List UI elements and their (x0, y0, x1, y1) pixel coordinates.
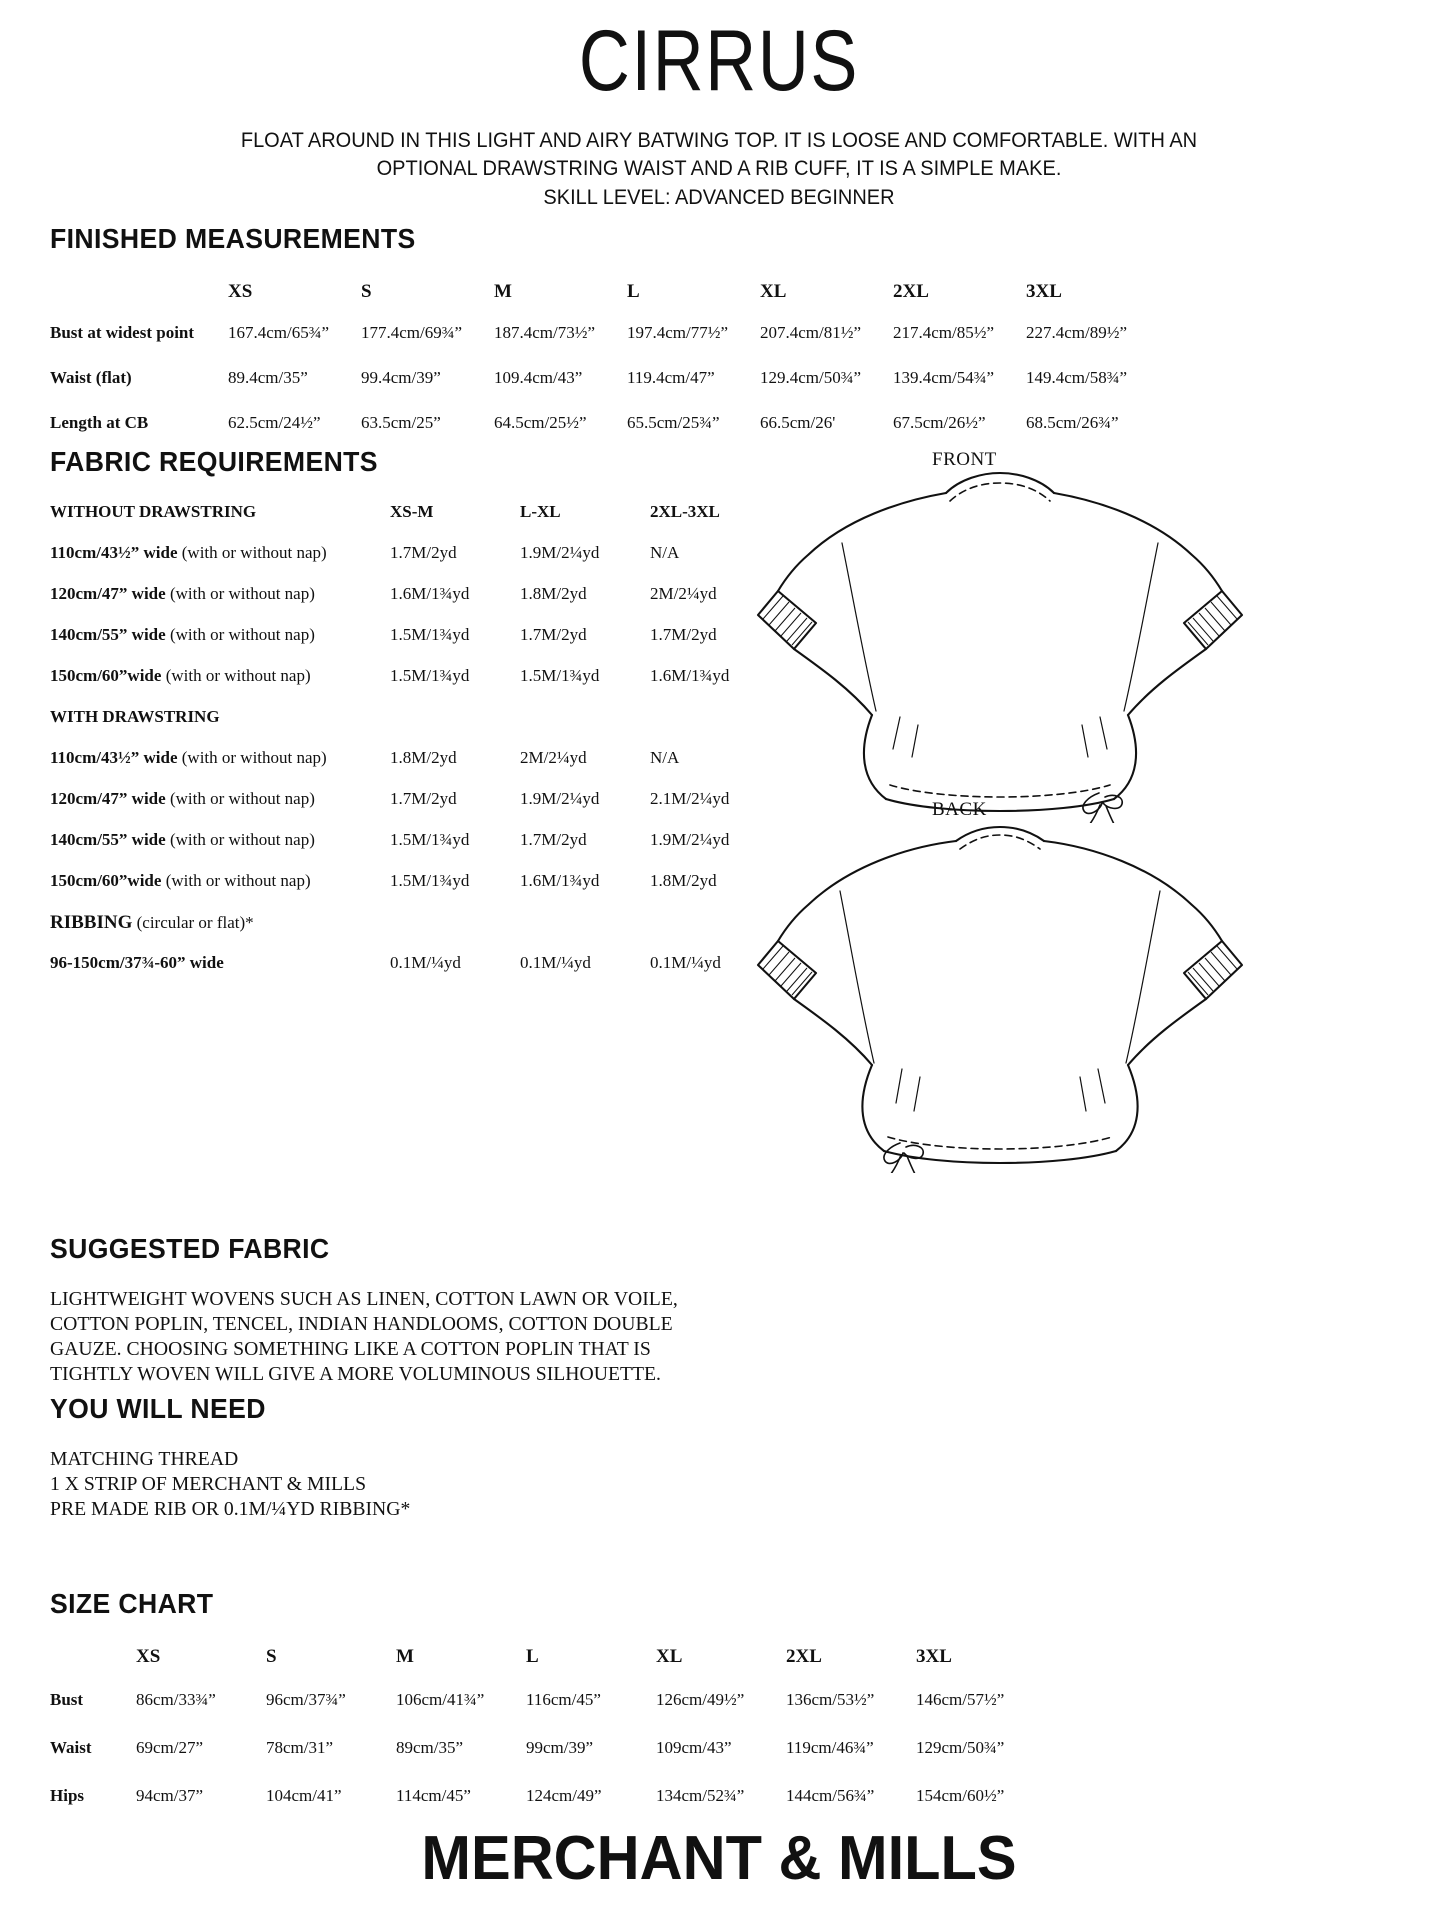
cell-140-nodraw-lxl: 1.7M/2yd (520, 625, 587, 644)
table-row (50, 953, 780, 994)
sc-cell-bust-3xl: 146cm/57½” (916, 1690, 1005, 1709)
sc-cell-bust-xl: 126cm/49½” (656, 1690, 745, 1709)
suggested-fabric-heading: SUGGESTED FABRIC (50, 1233, 330, 1264)
col-head-2xl-3xl: 2XL-3XL (650, 502, 720, 521)
cell-150-nodraw-2xl3xl: 1.6M/1¾yd (650, 666, 730, 685)
sc-cell-waist-xs: 69cm/27” (136, 1738, 204, 1757)
group-header-with-drawstring (50, 707, 780, 748)
you-will-need-section (50, 1393, 750, 1522)
table-row (50, 830, 780, 871)
label-bold: 120cm/47” wide (50, 789, 166, 808)
suggested-fabric-line-3: GAUZE. CHOOSING SOMETHING LIKE A COTTON POPLIN THAT IS (50, 1338, 651, 1360)
front-view-illustration (750, 463, 1250, 823)
cell-120-nodraw-xsm: 1.6M/1¾yd (390, 584, 470, 603)
group-title-without-drawstring: WITHOUT DRAWSTRING (50, 502, 257, 521)
cell-waist-l: 119.4cm/47” (627, 368, 715, 387)
cell-150-draw-xsm: 1.5M/1¾yd (390, 871, 470, 890)
cell-ribbing-lxl: 0.1M/¼yd (520, 953, 591, 972)
sc-cell-hips-2xl: 144cm/56¾” (786, 1786, 875, 1805)
table-row (50, 871, 780, 912)
you-will-need-heading: YOU WILL NEED (50, 1393, 266, 1424)
label-bold: 150cm/60”wide (50, 666, 162, 685)
size-chart-table (50, 1646, 1046, 1834)
fabric-requirements-heading: FABRIC REQUIREMENTS (50, 446, 378, 477)
cell-110-draw-2xl3xl: N/A (650, 748, 680, 767)
cell-110-draw-xsm: 1.8M/2yd (390, 748, 457, 767)
suggested-fabric-line-1: LIGHTWEIGHT WOVENS SUCH AS LINEN, COTTON LAWN OR VOILE, (50, 1288, 678, 1310)
row-label-110-draw (50, 748, 390, 789)
cell-bust-l: 197.4cm/77½” (627, 323, 729, 342)
cell-bust-s: 177.4cm/69¾” (361, 323, 463, 342)
label-rest: (with or without nap) (177, 748, 327, 767)
col-head-2xl: 2XL (893, 281, 929, 302)
fabric-requirements-table (50, 502, 780, 994)
col-head-l-xl: L-XL (520, 502, 561, 521)
sc-cell-waist-2xl: 119cm/46¾” (786, 1738, 874, 1757)
label-rest: (with or without nap) (165, 625, 315, 644)
cell-ribbing-2xl3xl: 0.1M/¼yd (650, 953, 721, 972)
description-line-1: FLOAT AROUND IN THIS LIGHT AND AIRY BATWING TOP. IT IS LOOSE AND COMFORTABLE. WITH AN (240, 128, 1198, 152)
pattern-info-sheet (0, 13, 1438, 1916)
cell-120-nodraw-2xl3xl: 2M/2¼yd (650, 584, 717, 603)
front-view-label: FRONT (932, 449, 997, 470)
table-row (50, 368, 1159, 413)
finished-measurements-table (50, 281, 1159, 458)
cell-bust-xl: 207.4cm/81½” (760, 323, 862, 342)
finished-measurements-section (50, 223, 1159, 458)
table-header-row (50, 281, 1159, 323)
cell-bust-2xl: 217.4cm/85½” (893, 323, 995, 342)
label-rest: (with or without nap) (177, 543, 327, 562)
sc-cell-hips-xl: 134cm/52¾” (656, 1786, 745, 1805)
cell-length-2xl: 67.5cm/26½” (893, 413, 986, 432)
sc-cell-waist-3xl: 129cm/50¾” (916, 1738, 1005, 1757)
you-will-need-line-3: PRE MADE RIB OR 0.1M/¼YD RIBBING* (50, 1498, 411, 1520)
you-will-need-line-1: MATCHING THREAD (50, 1448, 239, 1470)
sc-row-label-bust: Bust (50, 1690, 84, 1709)
you-will-need-line-2: 1 X STRIP OF MERCHANT & MILLS (50, 1473, 367, 1495)
row-label-120-nodraw (50, 584, 390, 625)
cell-length-xl: 66.5cm/26' (760, 413, 836, 432)
cell-150-draw-2xl3xl: 1.8M/2yd (650, 871, 717, 890)
description-line-3: SKILL LEVEL: ADVANCED BEGINNER (543, 184, 895, 209)
table-row (50, 666, 780, 707)
label-rest: (with or without nap) (165, 830, 315, 849)
description-line-2: OPTIONAL DRAWSTRING WAIST AND A RIB CUFF, IT IS A SIMPLE MAKE. (376, 156, 1062, 181)
row-label-length: Length at CB (50, 413, 149, 432)
page-title: CIRRUS (578, 13, 860, 109)
row-label-ribbing-width (50, 953, 390, 994)
sc-cell-bust-s: 96cm/37¾” (266, 1690, 346, 1709)
size-chart-section (50, 1588, 1046, 1834)
label-bold: 110cm/43½” wide (50, 748, 178, 767)
group-title-with-drawstring: WITH DRAWSTRING (50, 707, 220, 726)
table-row (50, 789, 780, 830)
sc-cell-hips-s: 104cm/41” (266, 1786, 342, 1805)
table-row (50, 625, 780, 666)
cell-140-draw-lxl: 1.7M/2yd (520, 830, 587, 849)
cell-bust-3xl: 227.4cm/89½” (1026, 323, 1128, 342)
suggested-fabric-line-4: TIGHTLY WOVEN WILL GIVE A MORE VOLUMINOUS SILHOUETTE. (50, 1363, 661, 1385)
col-head-s: S (361, 281, 372, 302)
cell-140-draw-2xl3xl: 1.9M/2¼yd (650, 830, 730, 849)
sc-cell-waist-xl: 109cm/43” (656, 1738, 732, 1757)
table-row (50, 748, 780, 789)
cell-110-draw-lxl: 2M/2¼yd (520, 748, 587, 767)
row-label-120-draw (50, 789, 390, 830)
sc-cell-hips-xs: 94cm/37” (136, 1786, 204, 1805)
cell-150-nodraw-lxl: 1.5M/1¾yd (520, 666, 600, 685)
cell-110-nodraw-xsm: 1.7M/2yd (390, 543, 457, 562)
sc-col-head-xl: XL (656, 1646, 683, 1667)
col-head-xs: XS (228, 281, 253, 302)
sc-row-label-hips: Hips (50, 1786, 85, 1805)
sc-cell-bust-l: 116cm/45” (526, 1690, 601, 1709)
table-header-row (50, 1646, 1046, 1690)
cell-waist-s: 99.4cm/39” (361, 368, 441, 387)
label-bold: 140cm/55” wide (50, 625, 166, 644)
ribbing-title-bold: RIBBING (50, 912, 133, 933)
sc-cell-waist-s: 78cm/31” (266, 1738, 334, 1757)
row-label-150-nodraw (50, 666, 390, 707)
cell-150-draw-lxl: 1.6M/1¾yd (520, 871, 600, 890)
cell-length-3xl: 68.5cm/26¾” (1026, 413, 1119, 432)
cell-110-nodraw-lxl: 1.9M/2¼yd (520, 543, 600, 562)
row-label-waist: Waist (flat) (50, 368, 132, 387)
technical-drawings (750, 443, 1410, 1203)
cell-waist-3xl: 149.4cm/58¾” (1026, 368, 1128, 387)
col-head-m: M (494, 281, 512, 302)
col-head-xs-m: XS-M (390, 502, 434, 521)
col-head-blank (50, 281, 228, 323)
sc-cell-hips-3xl: 154cm/60½” (916, 1786, 1005, 1805)
cell-110-nodraw-2xl3xl: N/A (650, 543, 680, 562)
table-row (50, 543, 780, 584)
cell-bust-xs: 167.4cm/65¾” (228, 323, 330, 342)
sc-cell-hips-l: 124cm/49” (526, 1786, 602, 1805)
sc-cell-hips-m: 114cm/45” (396, 1786, 471, 1805)
cell-length-l: 65.5cm/25¾” (627, 413, 720, 432)
cell-140-nodraw-2xl3xl: 1.7M/2yd (650, 625, 717, 644)
row-label-140-draw (50, 830, 390, 871)
sc-col-head-l: L (526, 1646, 539, 1667)
sc-cell-waist-m: 89cm/35” (396, 1738, 464, 1757)
label-rest: (with or without nap) (161, 871, 311, 890)
cell-waist-m: 109.4cm/43” (494, 368, 583, 387)
cell-140-draw-xsm: 1.5M/1¾yd (390, 830, 470, 849)
row-label-150-draw (50, 871, 390, 912)
sc-col-head-2xl: 2XL (786, 1646, 822, 1667)
table-row (50, 323, 1159, 368)
cell-waist-xl: 129.4cm/50¾” (760, 368, 862, 387)
cell-length-xs: 62.5cm/24½” (228, 413, 321, 432)
cell-waist-2xl: 139.4cm/54¾” (893, 368, 995, 387)
sc-cell-waist-l: 99cm/39” (526, 1738, 594, 1757)
label-bold: 150cm/60”wide (50, 871, 162, 890)
suggested-fabric-body (50, 1287, 722, 1387)
row-label-110-nodraw (50, 543, 390, 584)
cell-waist-xs: 89.4cm/35” (228, 368, 308, 387)
sc-col-head-m: M (396, 1646, 414, 1667)
you-will-need-body (50, 1447, 722, 1522)
label-bold: 96-150cm/37¾-60” wide (50, 953, 224, 972)
cell-120-nodraw-lxl: 1.8M/2yd (520, 584, 587, 603)
label-rest: (with or without nap) (165, 584, 315, 603)
col-head-3xl: 3XL (1026, 281, 1062, 302)
col-head-xl: XL (760, 281, 787, 302)
sc-cell-bust-2xl: 136cm/53½” (786, 1690, 875, 1709)
group-title-ribbing (50, 912, 390, 953)
cell-150-nodraw-xsm: 1.5M/1¾yd (390, 666, 470, 685)
fabric-requirements-section (50, 446, 780, 994)
sc-col-head-blank (50, 1646, 136, 1690)
group-header-ribbing (50, 912, 780, 953)
cell-120-draw-2xl3xl: 2.1M/2¼yd (650, 789, 730, 808)
brand-footer: MERCHANT & MILLS (421, 1824, 1017, 1893)
finished-measurements-heading: FINISHED MEASUREMENTS (50, 223, 416, 254)
table-row (50, 584, 780, 625)
cell-120-draw-xsm: 1.7M/2yd (390, 789, 457, 808)
label-bold: 120cm/47” wide (50, 584, 166, 603)
sc-row-label-waist: Waist (50, 1738, 92, 1757)
pattern-description (105, 126, 1333, 211)
suggested-fabric-line-2: COTTON POPLIN, TENCEL, INDIAN HANDLOOMS, COTTON DOUBLE (50, 1313, 673, 1335)
label-rest: (with or without nap) (161, 666, 311, 685)
back-view-illustration (750, 813, 1250, 1173)
back-view-label: BACK (932, 799, 987, 820)
label-bold: 140cm/55” wide (50, 830, 166, 849)
cell-bust-m: 187.4cm/73½” (494, 323, 596, 342)
suggested-fabric-section (50, 1233, 750, 1387)
sc-col-head-xs: XS (136, 1646, 161, 1667)
cell-140-nodraw-xsm: 1.5M/1¾yd (390, 625, 470, 644)
col-head-l: L (627, 281, 640, 302)
sc-col-head-s: S (266, 1646, 277, 1667)
group-header-without-drawstring (50, 502, 780, 543)
cell-ribbing-xsm: 0.1M/¼yd (390, 953, 461, 972)
sc-cell-bust-m: 106cm/41¾” (396, 1690, 485, 1709)
label-rest: (with or without nap) (165, 789, 315, 808)
size-chart-heading: SIZE CHART (50, 1588, 214, 1619)
cell-length-m: 64.5cm/25½” (494, 413, 587, 432)
table-row (50, 1738, 1046, 1786)
ribbing-title-rest: (circular or flat)* (132, 913, 254, 932)
row-label-140-nodraw (50, 625, 390, 666)
cell-length-s: 63.5cm/25” (361, 413, 441, 432)
sc-col-head-3xl: 3XL (916, 1646, 952, 1667)
label-bold: 110cm/43½” wide (50, 543, 178, 562)
row-label-bust: Bust at widest point (50, 323, 195, 342)
sc-cell-bust-xs: 86cm/33¾” (136, 1690, 216, 1709)
table-row (50, 1690, 1046, 1738)
cell-120-draw-lxl: 1.9M/2¼yd (520, 789, 600, 808)
